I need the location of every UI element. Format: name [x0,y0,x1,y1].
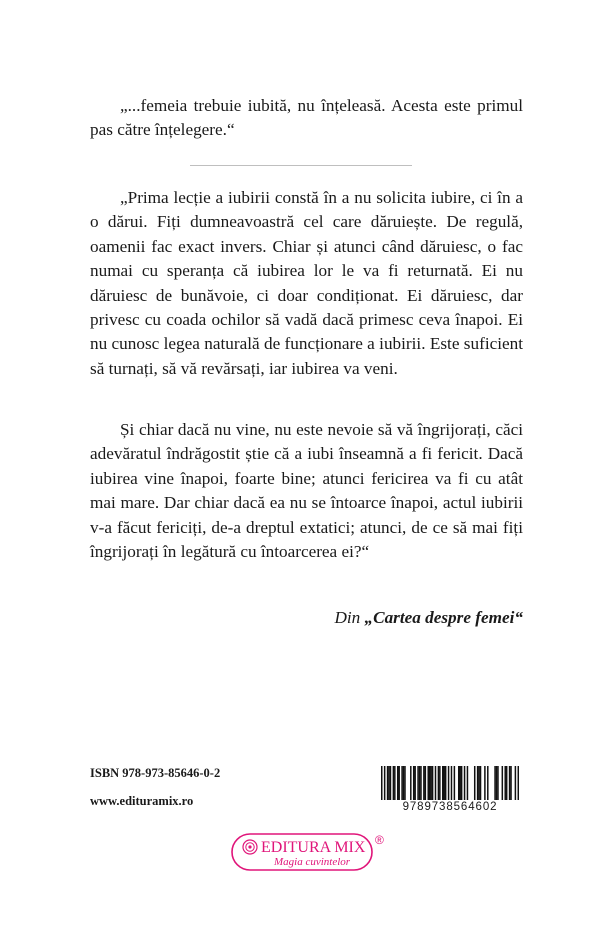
quote-prima-lectie: „Prima lecție a iubirii constă în a nu solicita iubire, ci în a o dărui. Fiți dumneavoastră cel care dăruiește. De regulă, oamenii fac exact invers. Chiar și atunci când dăruiesc, o fac numai cu speranța că iubirea lor le va fi returnată. Ei nu dăruiesc de bunăvoie, ci doar condiționat. Ei dăruiesc, dar privesc cu coada ochilor să vadă dacă primesc ceva înapoi. Ei nu cunosc legea naturală de funcționare a iubirii. Este suficient să turnați, să vă revărsați, iar iubirea va veni. [90,188,523,378]
divider-line [190,165,412,166]
quote-femeia: „...femeia trebuie iubită, nu înțeleasă. Acesta este primul pas către înțelegere.“ [90,96,523,140]
registered-mark: ® [375,833,384,847]
quote-si-chiar: Și chiar dacă nu vine, nu este nevoie să vă îngrijorați, căci adevăratul îndrăgostit știe că a iubi înseamnă a fi fericit. Dacă iubirea vine înapoi, foarte bine; atunci fericirea va fi cu atât mai mare. Dar chiar dacă ea nu se întoarce înapoi, actul iubirii v-a făcut fericiți, de-a dreptul extatici; atunci, de ce să mai fiți îngrijorați în legătură cu întoarcerea ei?“ [90,420,523,562]
isbn-text: ISBN 978-973-85646-0-2 [90,766,221,780]
website-link[interactable]: www.edituramix.ro [90,794,194,808]
publisher-logo [230,830,390,872]
logo-tagline: Magia cuvintelor [274,856,351,868]
source-attribution [90,608,523,628]
barcode-number: 9789738564602 [381,800,519,814]
logo-name: EDITURA MIX [261,839,366,856]
source-prefix: Din [334,608,365,627]
source-title: „Cartea despre femei“ [364,608,523,627]
